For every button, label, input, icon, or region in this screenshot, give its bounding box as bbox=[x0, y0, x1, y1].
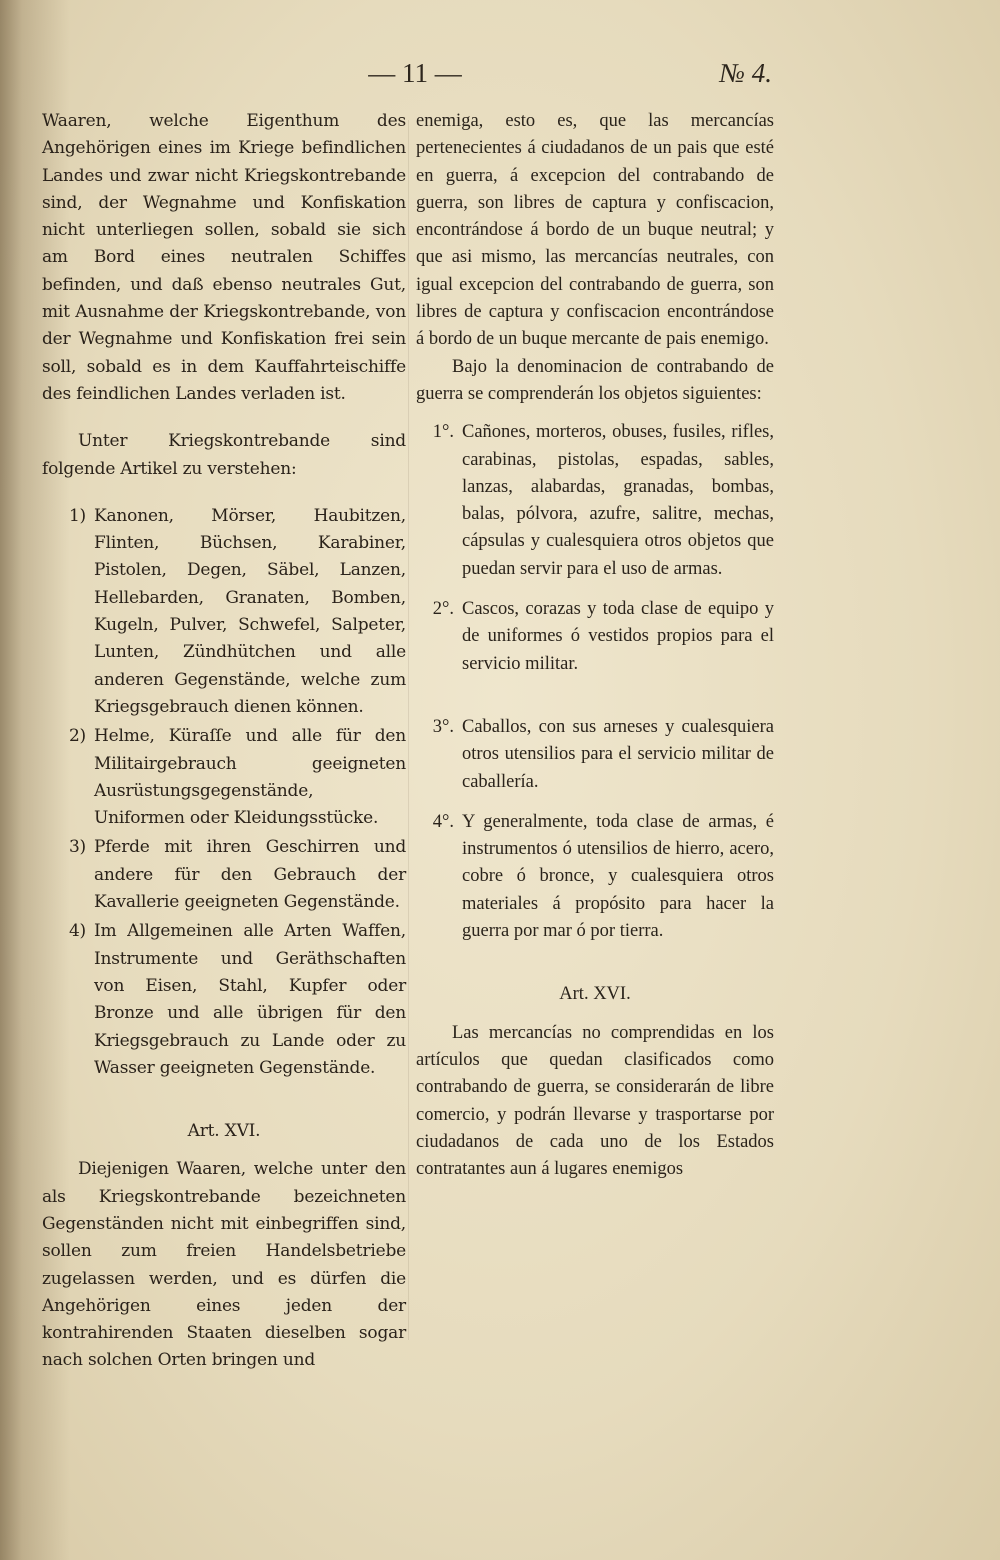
spanish-paragraph-1: enemiga, esto es, que las mercancías pertenecientes á ciudadanos de un pais que esté en guerra, á excepcion del contrabando de guerra, son libres de captura y confiscacion, encontrándose á bordo de un buque neutral; y que asi mismo, las mercancías neutrales, con igual excepcion del contrabando de guerra, son libres de captura y confiscacion encontrándose á bordo de un buque mercante de pais enemigo. bbox=[416, 111, 774, 350]
list-number: 3°. bbox=[432, 716, 454, 737]
german-list-item-1 bbox=[42, 503, 406, 721]
list-text: Helme, Küraſſe und alle für den Militairgebrauch geeigneten Ausrüstungsgegenstände, Uniformen oder Kleidungsstücke. bbox=[94, 726, 406, 829]
issue-number: № 4. bbox=[719, 58, 772, 88]
list-text: Pferde mit ihren Geschirren und andere für den Gebrauch der Kavallerie geeigneten Gegenstände. bbox=[94, 837, 406, 913]
spanish-list-item-1 bbox=[416, 419, 774, 583]
spanish-list-item-3 bbox=[416, 714, 774, 796]
german-paragraph-1: Waaren, welche Eigenthum des Angehörigen eines im Kriege befindlichen Landes und zwar nicht Kriegskontrebande sind, der Wegnahme und Konfiskation nicht unterliegen sollen, sobald sie sich am Bord eines neutralen Schiffes befinden, und daß ebenso neutrales Gut, mit Ausnahme der Kriegskontrebande, von der Wegnahme und Konfiskation frei sein soll, sobald es in dem Kauffahrteischiffe des feindlichen Landes verladen ist. bbox=[42, 111, 406, 404]
spanish-article-heading: Art. XVI. bbox=[559, 984, 631, 1005]
spanish-paragraph-3: Las mercancías no comprendidas en los artículos que quedan clasificados como contrabando de guerra, se considerarán de libre comercio, y podrán llevarse y trasportarse por ciudadanos de cada uno de los Estados contratantes aun á lugares enemigos bbox=[416, 1022, 774, 1180]
list-text: Kanonen, Mörser, Haubitzen, Flinten, Büchsen, Karabiner, Pistolen, Degen, Säbel, Lanzen, Hellebarden, Granaten, Bomben, Kugeln, Pulver, Schwefel, Salpeter, Lunten, Zündhütchen und alle anderen Gegenstände, welche zum Kriegsgebrauch dienen können. bbox=[94, 505, 406, 717]
german-paragraph-3: Diejenigen Waaren, welche unter den als Kriegskontrebande bezeichneten Gegenständen nicht mit einbegriffen sind, sollen zum freien Handelsbetriebe zugelassen werden, und es dürfen die Angehörigen eines jeden der kontrahirenden Staaten dieselben sogar nach solchen Orten bringen und bbox=[42, 1159, 406, 1371]
list-text: Cascos, corazas y toda clase de equipo y de uniformes ó vestidos propios para el servicio militar. bbox=[462, 599, 774, 674]
german-column bbox=[42, 108, 406, 1375]
page-header bbox=[0, 58, 1000, 98]
spanish-column bbox=[416, 108, 774, 1183]
list-number: 3) bbox=[68, 837, 86, 858]
german-list-item-4 bbox=[42, 918, 406, 1082]
german-article-heading: Art. XVI. bbox=[187, 1121, 261, 1142]
column-divider bbox=[408, 120, 409, 1340]
german-paragraph-2: Unter Kriegskontrebande sind folgende Artikel zu verstehen: bbox=[42, 431, 406, 479]
list-number: 4) bbox=[68, 921, 86, 942]
german-list-item-2 bbox=[42, 723, 406, 832]
list-number: 4°. bbox=[432, 811, 454, 832]
spanish-list-item-4 bbox=[416, 809, 774, 945]
german-list-item-3 bbox=[42, 834, 406, 916]
list-text: Caballos, con sus arneses y cualesquiera otros utensilios para el servicio militar de caballería. bbox=[462, 716, 774, 792]
spanish-paragraph-2: Bajo la denominacion de contrabando de guerra se comprenderán los objetos siguientes: bbox=[416, 356, 774, 404]
list-number: 2°. bbox=[432, 599, 454, 620]
list-number: 1°. bbox=[432, 422, 454, 443]
spanish-list-item-2 bbox=[416, 596, 774, 678]
page-number: — 11 — bbox=[368, 58, 462, 88]
list-number: 1) bbox=[68, 505, 86, 526]
list-text: Y generalmente, toda clase de armas, é instrumentos ó utensilios de hierro, acero, cobre ó bronce, y cualesquiera otros materiales á propósito para hacer la guerra por mar ó por tierra. bbox=[462, 811, 774, 942]
list-text: Im Allgemeinen alle Arten Waffen, Instrumente und Geräthschaften von Eisen, Stahl, Kupfer oder Bronze und alle übrigen für den Kriegsgebrauch zu Lande oder zu Wasser geeigneten Gegenstände. bbox=[94, 921, 406, 1078]
list-number: 2) bbox=[68, 726, 86, 747]
list-text: Cañones, morteros, obuses, fusiles, rifles, carabinas, pistolas, espadas, sables, lanzas, alabardas, granadas, bombas, balas, pólvora, azufre, salitre, mechas, cápsulas y cualesquiera otros objetos que puedan servir para el uso de armas. bbox=[462, 422, 774, 579]
